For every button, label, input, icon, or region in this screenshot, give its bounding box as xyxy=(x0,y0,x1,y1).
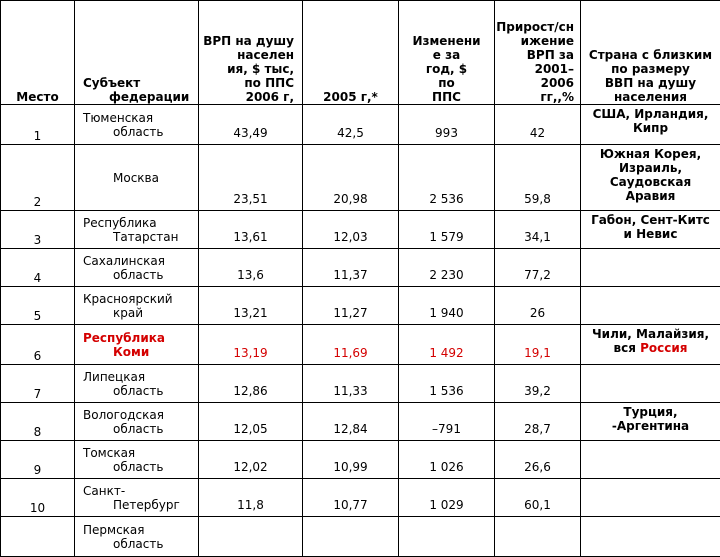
grp-2006-cell xyxy=(199,105,303,145)
growth-cell xyxy=(495,365,581,403)
table-row xyxy=(1,517,720,557)
header-subject: Субъект федерации xyxy=(75,1,199,105)
country-cell xyxy=(581,403,720,441)
country-cell xyxy=(581,145,720,211)
row-v2005: 20,98 xyxy=(333,192,367,206)
header-row xyxy=(1,1,720,105)
row-v2006: 12,05 xyxy=(233,422,267,436)
grp-2005-cell xyxy=(303,403,399,441)
grp-2006-cell xyxy=(199,287,303,325)
change-cell xyxy=(399,325,495,365)
row-v2006: 12,86 xyxy=(233,384,267,398)
change-cell xyxy=(399,145,495,211)
grp-2006-cell xyxy=(199,211,303,249)
country-cell xyxy=(581,517,720,557)
grp-2006-cell xyxy=(199,145,303,211)
rank-cell xyxy=(1,105,75,145)
row-v2006: 12,02 xyxy=(233,460,267,474)
row-v2006: 13,19 xyxy=(233,346,267,360)
country-cell xyxy=(581,249,720,287)
table-row xyxy=(1,105,720,145)
row-change: 2 230 xyxy=(429,268,463,282)
row-change: 1 492 xyxy=(429,346,463,360)
subject-cell xyxy=(75,211,199,249)
grp-2006-cell xyxy=(199,249,303,287)
table-row xyxy=(1,325,720,365)
row-v2006: 13,21 xyxy=(233,306,267,320)
row-rank: 10 xyxy=(30,501,45,515)
row-rank: 7 xyxy=(34,387,42,401)
rank-cell xyxy=(1,441,75,479)
row-v2006: 11,8 xyxy=(237,498,264,512)
country-line: Чили, Малайзия, xyxy=(581,327,720,341)
row-v2006: 43,49 xyxy=(233,126,267,140)
growth-cell xyxy=(495,249,581,287)
row-change: 1 536 xyxy=(429,384,463,398)
table-row xyxy=(1,287,720,325)
rank-cell xyxy=(1,287,75,325)
growth-cell xyxy=(495,403,581,441)
table-row xyxy=(1,249,720,287)
subject-cell xyxy=(75,287,199,325)
country-line: вся Россия xyxy=(581,341,720,355)
table-row xyxy=(1,145,720,211)
country-line: Габон, Сент-Китс xyxy=(581,213,720,227)
row-subject-l2: Москва xyxy=(83,171,198,185)
row-subject-l2: край xyxy=(83,306,198,320)
row-growth: 26,6 xyxy=(524,460,551,474)
row-subject-l1: Вологодская xyxy=(83,408,198,422)
row-subject-l2: Коми xyxy=(83,345,198,359)
grp-2006-cell xyxy=(199,365,303,403)
subject-cell xyxy=(75,479,199,517)
rank-cell xyxy=(1,249,75,287)
row-rank: 8 xyxy=(34,425,42,439)
row-v2005: 42,5 xyxy=(337,126,364,140)
row-rank: 1 xyxy=(34,129,42,143)
change-cell xyxy=(399,287,495,325)
row-change: 2 536 xyxy=(429,192,463,206)
change-cell xyxy=(399,479,495,517)
row-change: 1 026 xyxy=(429,460,463,474)
header-2005: 2005 г,* xyxy=(303,1,399,105)
country-cell xyxy=(581,325,720,365)
growth-cell xyxy=(495,211,581,249)
row-rank: 6 xyxy=(34,349,42,363)
row-v2005: 11,69 xyxy=(333,346,367,360)
row-growth: 28,7 xyxy=(524,422,551,436)
country-line: Турция, xyxy=(581,405,720,419)
row-v2005: 12,03 xyxy=(333,230,367,244)
row-v2005: 10,99 xyxy=(333,460,367,474)
subject-cell xyxy=(75,403,199,441)
row-subject-l2: Татарстан xyxy=(83,230,198,244)
subject-cell xyxy=(75,365,199,403)
table-row xyxy=(1,211,720,249)
table-row xyxy=(1,479,720,517)
growth-cell xyxy=(495,105,581,145)
row-growth: 77,2 xyxy=(524,268,551,282)
change-cell xyxy=(399,517,495,557)
row-v2006: 23,51 xyxy=(233,192,267,206)
rank-cell xyxy=(1,211,75,249)
rank-cell xyxy=(1,145,75,211)
row-subject-l1: Санкт- xyxy=(83,484,198,498)
grp-2005-cell xyxy=(303,211,399,249)
row-subject-l1: Красноярский xyxy=(83,292,198,306)
rank-cell xyxy=(1,517,75,557)
table-body xyxy=(1,105,720,557)
country-line: США, Ирландия, xyxy=(581,107,720,121)
row-subject-l1: Республика xyxy=(83,216,198,230)
change-cell xyxy=(399,365,495,403)
grp-2006-cell xyxy=(199,517,303,557)
row-growth: 34,1 xyxy=(524,230,551,244)
row-v2006: 13,6 xyxy=(237,268,264,282)
row-subject-l2: область xyxy=(83,384,198,398)
table-row xyxy=(1,403,720,441)
row-subject-l1: Республика xyxy=(83,331,198,345)
row-subject-l2: область xyxy=(83,422,198,436)
grp-2005-cell xyxy=(303,365,399,403)
country-cell xyxy=(581,441,720,479)
row-growth: 60,1 xyxy=(524,498,551,512)
row-subject-l2: область xyxy=(83,125,198,139)
country-line: -Аргентина xyxy=(581,419,720,433)
subject-cell xyxy=(75,517,199,557)
subject-cell xyxy=(75,325,199,365)
row-change: 1 579 xyxy=(429,230,463,244)
country-line: Кипр xyxy=(581,121,720,135)
row-rank: 9 xyxy=(34,463,42,477)
subject-cell xyxy=(75,105,199,145)
grp-2005-cell xyxy=(303,325,399,365)
grp-2005-cell xyxy=(303,249,399,287)
header-grp-2006: ВРП на душу населен ия, $ тыс, по ППС 2006 г, xyxy=(199,1,303,105)
row-rank: 2 xyxy=(34,195,42,209)
grp-2005-cell xyxy=(303,145,399,211)
change-cell xyxy=(399,211,495,249)
rank-cell xyxy=(1,365,75,403)
row-subject-l1: Тюменская xyxy=(83,111,198,125)
country-line: Израиль, xyxy=(581,161,720,175)
change-cell xyxy=(399,441,495,479)
row-subject-l2: область xyxy=(83,268,198,282)
grp-2006-cell xyxy=(199,479,303,517)
table-row xyxy=(1,365,720,403)
header-country: Страна с близким по размеру ВВП на душу населения xyxy=(581,1,720,105)
country-cell xyxy=(581,287,720,325)
row-growth: 19,1 xyxy=(524,346,551,360)
row-change: –791 xyxy=(432,422,461,436)
row-subject-l2: область xyxy=(83,537,198,551)
country-line: Аравия xyxy=(581,189,720,203)
row-v2005: 12,84 xyxy=(333,422,367,436)
grp-2005-cell xyxy=(303,517,399,557)
country-cell xyxy=(581,211,720,249)
subject-cell xyxy=(75,249,199,287)
header-place: Место xyxy=(1,1,75,105)
row-growth: 26 xyxy=(530,306,545,320)
row-subject-l2: Петербург xyxy=(83,498,198,512)
row-change: 1 940 xyxy=(429,306,463,320)
grp-2006-cell xyxy=(199,441,303,479)
row-change: 993 xyxy=(435,126,458,140)
row-v2005: 10,77 xyxy=(333,498,367,512)
row-subject-l1: Томская xyxy=(83,446,198,460)
grp-2006-cell xyxy=(199,325,303,365)
row-subject-l1: Липецкая xyxy=(83,370,198,384)
country-line: Южная Корея, xyxy=(581,147,720,161)
change-cell xyxy=(399,249,495,287)
growth-cell xyxy=(495,325,581,365)
table-row xyxy=(1,441,720,479)
row-change: 1 029 xyxy=(429,498,463,512)
row-v2005: 11,27 xyxy=(333,306,367,320)
row-growth: 59,8 xyxy=(524,192,551,206)
country-cell xyxy=(581,365,720,403)
country-line: Саудовская xyxy=(581,175,720,189)
header-growth: Прирост/сн ижение ВРП за 2001– 2006 гг,,% xyxy=(495,1,581,105)
row-v2006: 13,61 xyxy=(233,230,267,244)
country-cell xyxy=(581,105,720,145)
change-cell xyxy=(399,403,495,441)
grp-2005-cell xyxy=(303,441,399,479)
grp-2006-cell xyxy=(199,403,303,441)
rank-cell xyxy=(1,403,75,441)
growth-cell xyxy=(495,441,581,479)
growth-cell xyxy=(495,287,581,325)
growth-cell xyxy=(495,517,581,557)
row-v2005: 11,33 xyxy=(333,384,367,398)
row-rank: 5 xyxy=(34,309,42,323)
growth-cell xyxy=(495,479,581,517)
subject-cell xyxy=(75,145,199,211)
grp-2005-cell xyxy=(303,105,399,145)
grp-2005-cell xyxy=(303,287,399,325)
row-growth: 42 xyxy=(530,126,545,140)
row-subject-l1: Пермская xyxy=(83,523,198,537)
country-cell xyxy=(581,479,720,517)
subject-cell xyxy=(75,441,199,479)
row-v2005: 11,37 xyxy=(333,268,367,282)
rank-cell xyxy=(1,479,75,517)
row-subject-l2: область xyxy=(83,460,198,474)
row-subject-l1: Сахалинская xyxy=(83,254,198,268)
growth-cell xyxy=(495,145,581,211)
country-line: и Невис xyxy=(581,227,720,241)
row-growth: 39,2 xyxy=(524,384,551,398)
change-cell xyxy=(399,105,495,145)
header-change: Изменени е за год, $ по ППС xyxy=(399,1,495,105)
row-rank: 3 xyxy=(34,233,42,247)
rank-cell xyxy=(1,325,75,365)
grp-2005-cell xyxy=(303,479,399,517)
row-rank: 4 xyxy=(34,271,42,285)
